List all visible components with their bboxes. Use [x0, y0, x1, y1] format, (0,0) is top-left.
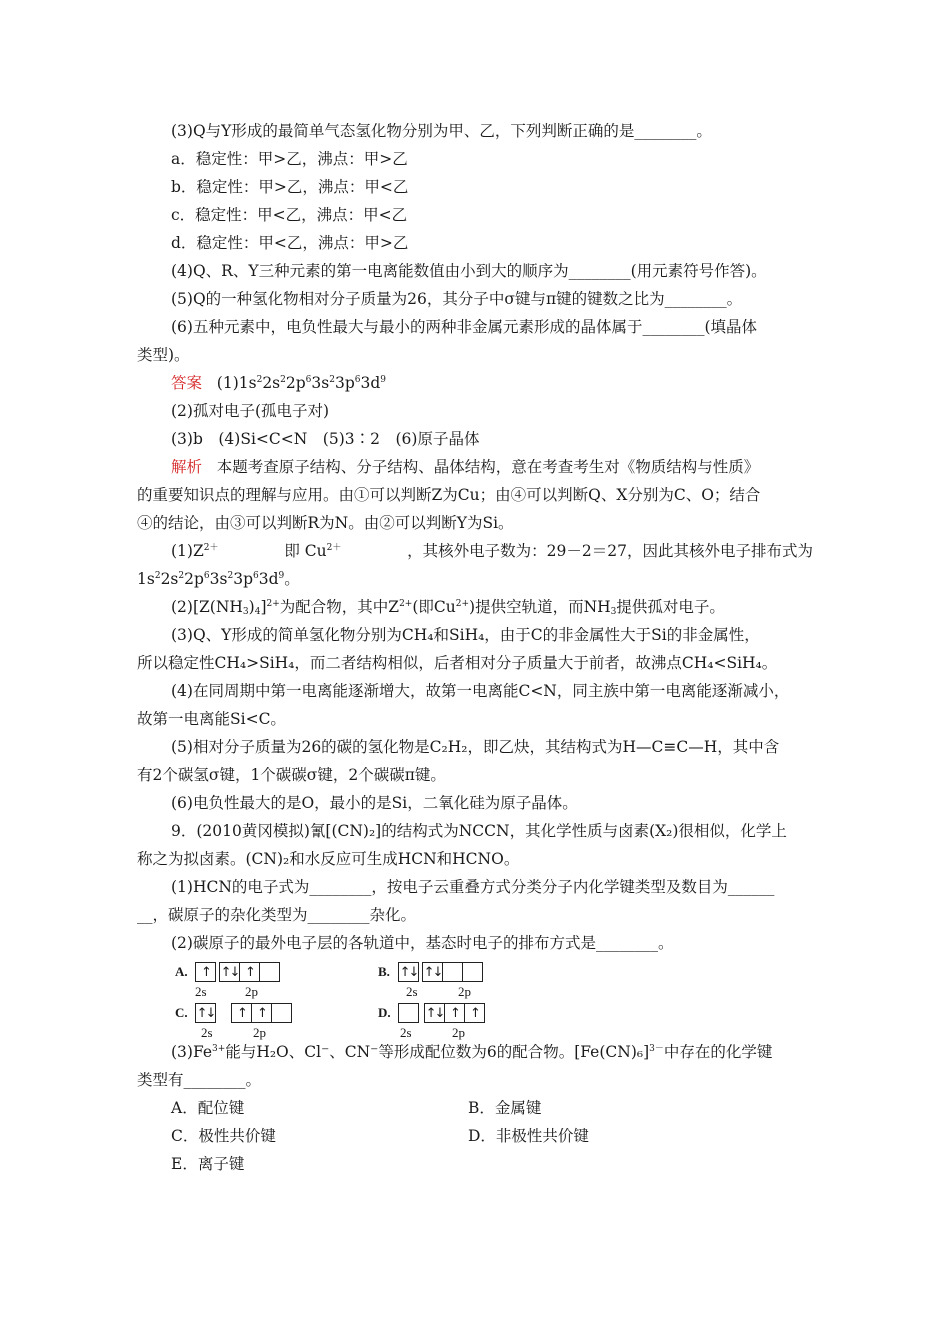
option-a: A．配位键	[171, 1099, 245, 1117]
answer-label: 答案	[171, 374, 203, 392]
q9-sub3-line-1: $(3)Fe^{3+}$能与H₂O、Cl⁻、CN⁻等形成配位数为6的配合物。$[Fe(CN)_6]^{3-}$中存在的化学键	[171, 1043, 773, 1061]
orbital-2p-label: 2p	[253, 1025, 266, 1040]
orbital-cell: ↑↓	[196, 1005, 215, 1021]
q9-sub2: (2)碳原子的最外电子层的各轨道中，基态时电子的排布方式是________。	[171, 934, 674, 952]
orbital-2p-box	[422, 962, 483, 982]
orbital-2s-box	[195, 1003, 216, 1023]
orbital-2s-label: 2s	[406, 984, 418, 999]
option-d: D．非极性共价键	[468, 1127, 589, 1145]
q3-option-c: c．稳定性：甲<乙，沸点：甲<乙	[171, 206, 408, 224]
analysis-p3-line-2: 所以稳定性CH₄>SiH₄，而二者结构相似，后者相对分子质量大于前者，故沸点CH₄<SiH₄。	[137, 654, 778, 672]
orbital-cell: ↑	[201, 964, 210, 980]
option-label: D.	[378, 1005, 391, 1020]
orbital-2s-box	[398, 962, 419, 982]
q6-text-cont: 类型)。	[137, 346, 190, 364]
orbital-2s-box	[195, 962, 216, 982]
orbital-cell: ↑	[470, 1005, 479, 1021]
analysis-p5-line-2: 有2个碳氢σ键，1个碳碳σ键，2个碳碳π键。	[137, 766, 446, 784]
orbital-cell: ↑	[252, 1004, 272, 1022]
q5-text: (5)Q的一种氢化物相对分子质量为26，其分子中σ键与π键的键数之比为________。	[171, 290, 743, 308]
answer-line-2: (2)孤对电子(孤电子对)	[171, 402, 330, 420]
analysis-p5-line-1: (5)相对分子质量为26的碳的氢化物是C₂H₂，即乙炔，其结构式为H—C≡C—H，其中含	[171, 738, 780, 756]
q3-option-a: a．稳定性：甲>乙，沸点：甲>乙	[171, 150, 408, 168]
orbital-2p-box	[424, 1003, 485, 1023]
orbital-cell	[463, 963, 482, 981]
orbital-2p-box	[231, 1003, 292, 1023]
analysis-line-2: 的重要知识点的理解与应用。由①可以判断Z为Cu；由④可以判断Q、X分别为C、O；结合	[137, 486, 761, 504]
q3-option-d: d．稳定性：甲<乙，沸点：甲>乙	[171, 234, 409, 252]
answer-line-1: 答案 $(1)1s^22s^22p^63s^23p^63d^9$	[171, 374, 387, 392]
orbital-2s-label: 2s	[201, 1025, 213, 1040]
orbital-2p-label: 2p	[452, 1025, 465, 1040]
analysis-p4-line-1: (4)在同周期中第一电离能逐渐增大，故第一电离能C<N，同主族中第一电离能逐渐减小，	[171, 682, 790, 700]
q9-sub3-line-2: 类型有________。	[137, 1071, 262, 1089]
orbital-cell: ↑	[445, 1004, 465, 1022]
analysis-text: 本题考查原子结构、分子结构、晶体结构，意在考查考生对《物质结构与性质》	[216, 458, 760, 476]
analysis-label: 解析	[171, 458, 203, 476]
answer-line-3: (3)b (4)Si<C<N (5)3∶2 (6)原子晶体	[171, 430, 480, 448]
orbital-cell	[399, 1004, 418, 1022]
analysis-p4-line-2: 故第一电离能Si<C。	[137, 710, 286, 728]
option-label: A.	[175, 964, 188, 979]
q3-option-b: b．稳定性：甲>乙，沸点：甲<乙	[171, 178, 409, 196]
analysis-line-3: ④的结论，由③可以判断R为N。由②可以判断Y为Si。	[137, 514, 514, 532]
analysis-p6: (6)电负性最大的是O，最小的是Si，二氧化硅为原子晶体。	[171, 794, 578, 812]
q9-stem-line-2: 称之为拟卤素。(CN)₂和水反应可生成HCN和HCNO。	[137, 850, 520, 868]
q6-text: (6)五种元素中，电负性最大与最小的两种非金属元素形成的晶体属于________(填晶体	[171, 318, 758, 336]
orbital-cell: ↑	[240, 963, 260, 981]
option-e: E．离子键	[171, 1155, 245, 1173]
orbital-cell: ↑↓	[220, 964, 239, 980]
option-label: B.	[378, 964, 390, 979]
q3-stem: (3)Q与Y形成的最简单气态氢化物分别为甲、乙，下列判断正确的是________。	[171, 122, 712, 140]
p1-part: 即 $Cu^{2+}$	[284, 542, 342, 560]
orbital-2s-box	[398, 1003, 419, 1023]
orbital-cell: ↑	[232, 1004, 252, 1022]
orbital-cell	[443, 963, 463, 981]
q9-sub1-line-2: __，碳原子的杂化类型为________杂化。	[137, 906, 417, 924]
analysis-p3-line-1: (3)Q、Y形成的简单氢化物分别为CH₄和SiH₄，由于C的非金属性大于Si的非金属性，	[171, 626, 760, 644]
orbital-cell: ↑↓	[399, 964, 418, 980]
orbital-2s-label: 2s	[400, 1025, 412, 1040]
q9-stem-line-1: 9．(2010黄冈模拟)氰[(CN)₂]的结构式为NCCN，其化学性质与卤素(X₂)很相似，化学上	[171, 822, 787, 840]
analysis-p1-line-2: $1s^22s^22p^63s^23p^63d^9$。	[137, 570, 300, 588]
option-label: C.	[175, 1005, 188, 1020]
q4-text: (4)Q、R、Y三种元素的第一电离能数值由小到大的顺序为________(用元素符号作答)。	[171, 262, 767, 280]
orbital-cell	[272, 1004, 291, 1022]
analysis-p2: $(2)[Z(NH_3)_4]^{2+}$为配合物，其中$Z^{2+}$(即$Cu^{2+}$)提供空轨道，而$NH_3$提供孤对电子。	[171, 598, 725, 617]
orbital-2p-label: 2p	[245, 984, 258, 999]
analysis-line-1	[171, 457, 759, 477]
orbital-2p-box	[219, 962, 280, 982]
q9-sub1-line-1: (1)HCN的电子式为________，按电子云重叠方式分类分子内化学键类型及数目为______	[171, 878, 775, 896]
orbital-cell: ↑↓	[423, 964, 442, 980]
p1-part: ，其核外电子数为：29－2＝27，因此其核外电子排布式为	[407, 542, 813, 560]
orbital-2p-label: 2p	[458, 984, 471, 999]
p1-part: $(1)Z^{2+}$	[171, 542, 219, 560]
orbital-2s-label: 2s	[195, 984, 207, 999]
orbital-cell: ↑↓	[425, 1005, 444, 1021]
answer-1: (1)1s	[216, 374, 257, 392]
option-b: B．金属键	[468, 1099, 542, 1117]
option-c: C．极性共价键	[171, 1127, 276, 1145]
orbital-cell	[260, 963, 279, 981]
analysis-p1-line-1	[171, 541, 813, 561]
